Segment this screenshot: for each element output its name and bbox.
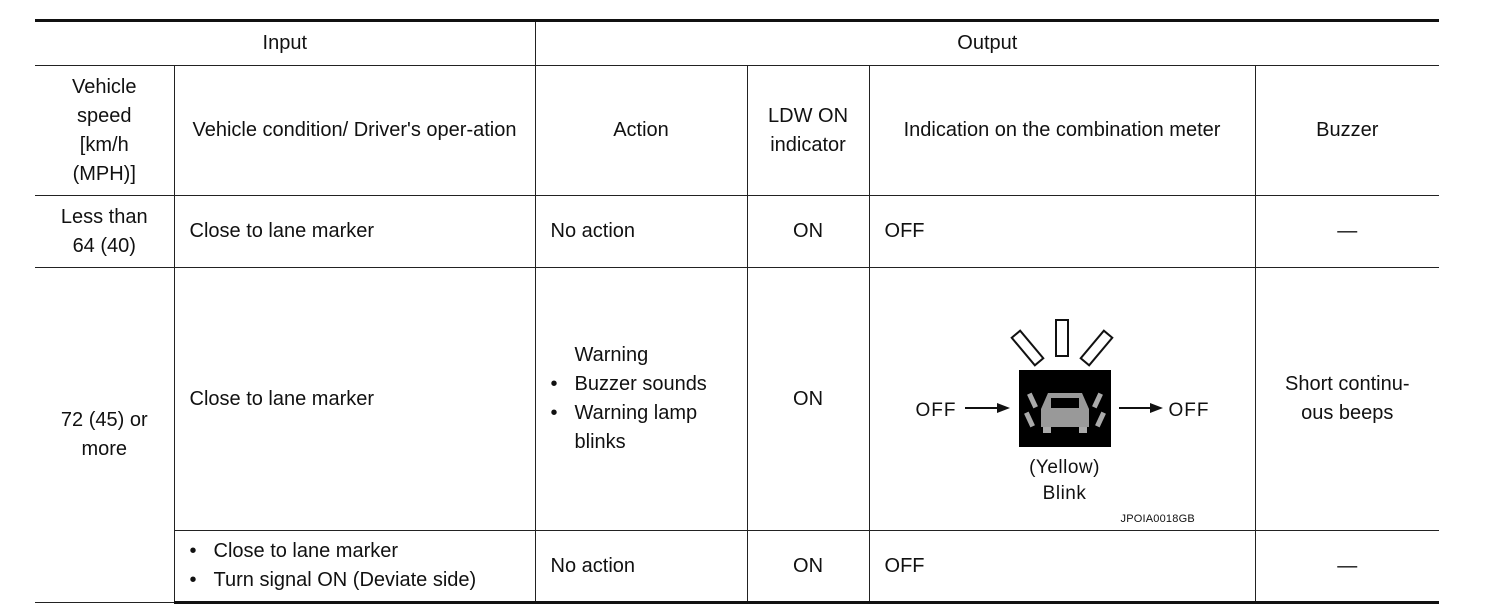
table-row — [35, 196, 1439, 268]
list-item: • Close to lane marker — [190, 537, 535, 566]
table-row — [35, 531, 1439, 603]
arrow-right-icon — [965, 403, 1010, 413]
condition-cell: Close to lane marker — [174, 196, 535, 268]
list-item: • Warning lamp blinks — [551, 399, 747, 457]
arrow-right-icon — [1119, 403, 1163, 413]
combination-meter-figure — [870, 269, 1254, 529]
action-cell: No action — [535, 531, 747, 603]
speed-cell: 72 (45) or more — [35, 268, 174, 603]
condition-cell — [174, 531, 535, 603]
col-header-ldw-indicator: LDW ON indicator — [747, 66, 869, 196]
figure-code: JPOIA0018GB — [1120, 513, 1195, 525]
action-cell: No action — [535, 196, 747, 268]
lamp-state-label: Blink — [1042, 483, 1087, 504]
ldw-cell: ON — [747, 196, 869, 268]
col-header-action: Action — [535, 66, 747, 196]
list-item: • Buzzer sounds — [551, 370, 747, 399]
condition-list — [190, 537, 535, 595]
action-cell — [535, 268, 747, 531]
table-row — [35, 268, 1439, 531]
buzzer-cell: — — [1255, 531, 1439, 603]
header-output: Output — [535, 21, 1439, 66]
lamp-color-label: (Yellow) — [1029, 457, 1100, 478]
ldw-cell: ON — [747, 531, 869, 603]
col-header-buzzer: Buzzer — [1255, 66, 1439, 196]
state-before-label: OFF — [915, 400, 957, 421]
indication-cell: OFF — [869, 531, 1255, 603]
col-header-condition: Vehicle condition/ Driver's oper-ation — [174, 66, 535, 196]
warning-action-block — [551, 341, 747, 457]
col-header-indication: Indication on the combination meter — [869, 66, 1255, 196]
list-item: • Turn signal ON (Deviate side) — [190, 566, 535, 595]
lane-marker-icon — [1011, 320, 1112, 365]
header-input: Input — [35, 21, 535, 66]
ldw-operation-table — [35, 19, 1439, 604]
speed-cell: Less than 64 (40) — [35, 196, 174, 268]
action-title: Warning — [574, 344, 649, 366]
state-after-label: OFF — [1168, 400, 1210, 421]
indication-figure-cell — [869, 268, 1255, 531]
ldw-cell: ON — [747, 268, 869, 531]
table-column-header-row — [35, 66, 1439, 196]
action-list — [551, 370, 747, 457]
buzzer-cell: — — [1255, 196, 1439, 268]
condition-cell: Close to lane marker — [174, 268, 535, 531]
indication-cell: OFF — [869, 196, 1255, 268]
table-group-header-row — [35, 21, 1439, 66]
lane-departure-warning-lamp-icon — [1019, 370, 1111, 447]
col-header-speed: Vehicle speed [km/h (MPH)] — [35, 66, 174, 196]
buzzer-cell: Short continu-ous beeps — [1255, 268, 1439, 531]
